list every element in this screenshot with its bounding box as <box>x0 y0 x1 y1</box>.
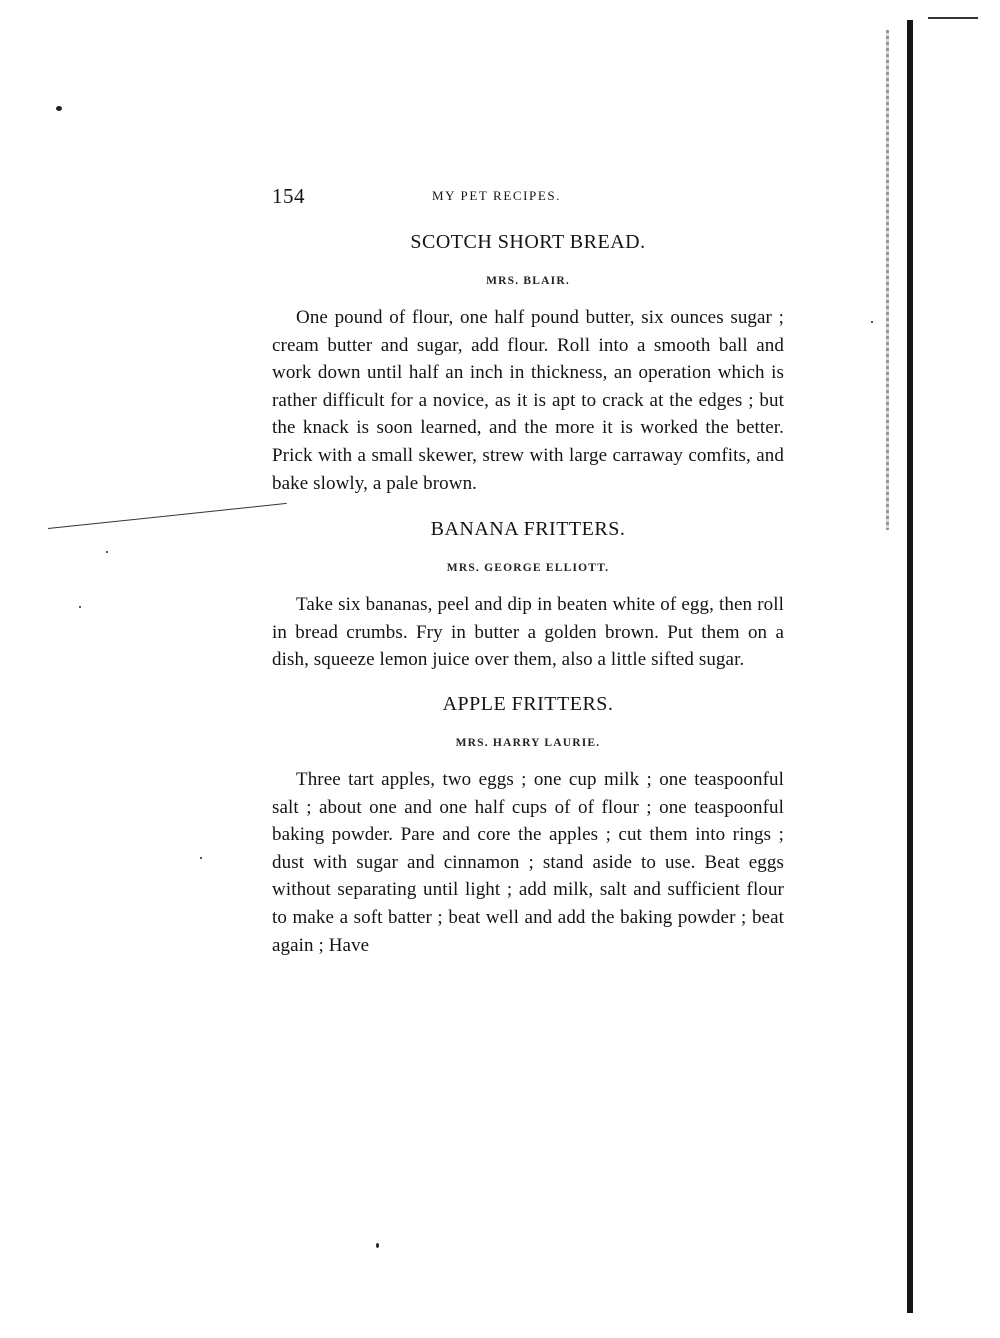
recipe-apple-fritters <box>272 690 784 959</box>
scan-speck <box>871 321 873 323</box>
recipe-body: One pound of flour, one half pound butter, six ounces sugar ; cream butter and sugar, add flour. Roll into a smooth ball and work down until half an inch in thickness, an operation which is rather difficult for a novice, as it is apt to crack at the edges ; but the knack is soon learned, and the more it is worked the better. Prick with a small skewer, strew with large carraway comfits, and bake slowly, a pale brown. <box>272 307 784 494</box>
recipe-scotch-short-bread <box>272 228 784 497</box>
recipe-title: APPLE FRITTERS. <box>442 692 614 715</box>
binding-edge <box>907 20 913 1313</box>
recipe-body: Take six bananas, peel and dip in beaten white of egg, then roll in bread crumbs. Fry in butter a golden brown. Put them on a dish, squeeze lemon juice over them, also a little sifted sugar. <box>272 594 784 671</box>
recipe-author: MRS. GEORGE ELLIOTT. <box>446 562 610 575</box>
page-number: 154 <box>272 184 305 208</box>
scan-speck <box>376 1243 379 1248</box>
running-head <box>272 180 784 214</box>
scan-speck <box>200 857 202 859</box>
recipe-body: Three tart apples, two eggs ; one cup milk ; one teaspoonful salt ; about one and one half cups of of flour ; one teaspoonful baking powder. Pare and core the apples ; cut them into rings ; dust with sugar and cinnamon ; stand aside to use. Beat eggs without separating until light ; add milk, salt and sufficient flour to make a soft batter ; beat well and add the baking powder ; beat again ; Have <box>272 768 784 956</box>
recipe-author: MRS. BLAIR. <box>486 275 570 287</box>
recipe-title: SCOTCH SHORT BREAD. <box>410 231 646 253</box>
scan-speck <box>56 106 62 111</box>
edge-mark <box>928 17 978 19</box>
scan-speck <box>79 606 81 608</box>
recipe-author: MRS. HARRY LAURIE. <box>455 736 601 749</box>
stray-pen-line <box>48 503 287 529</box>
page-content <box>272 180 784 959</box>
recipe-title: BANANA FRITTERS. <box>430 518 626 541</box>
scan-speck <box>106 551 108 553</box>
binding-shadow <box>886 30 889 530</box>
recipe-banana-fritters <box>272 515 784 674</box>
running-title: MY PET RECIPES. <box>432 188 562 203</box>
